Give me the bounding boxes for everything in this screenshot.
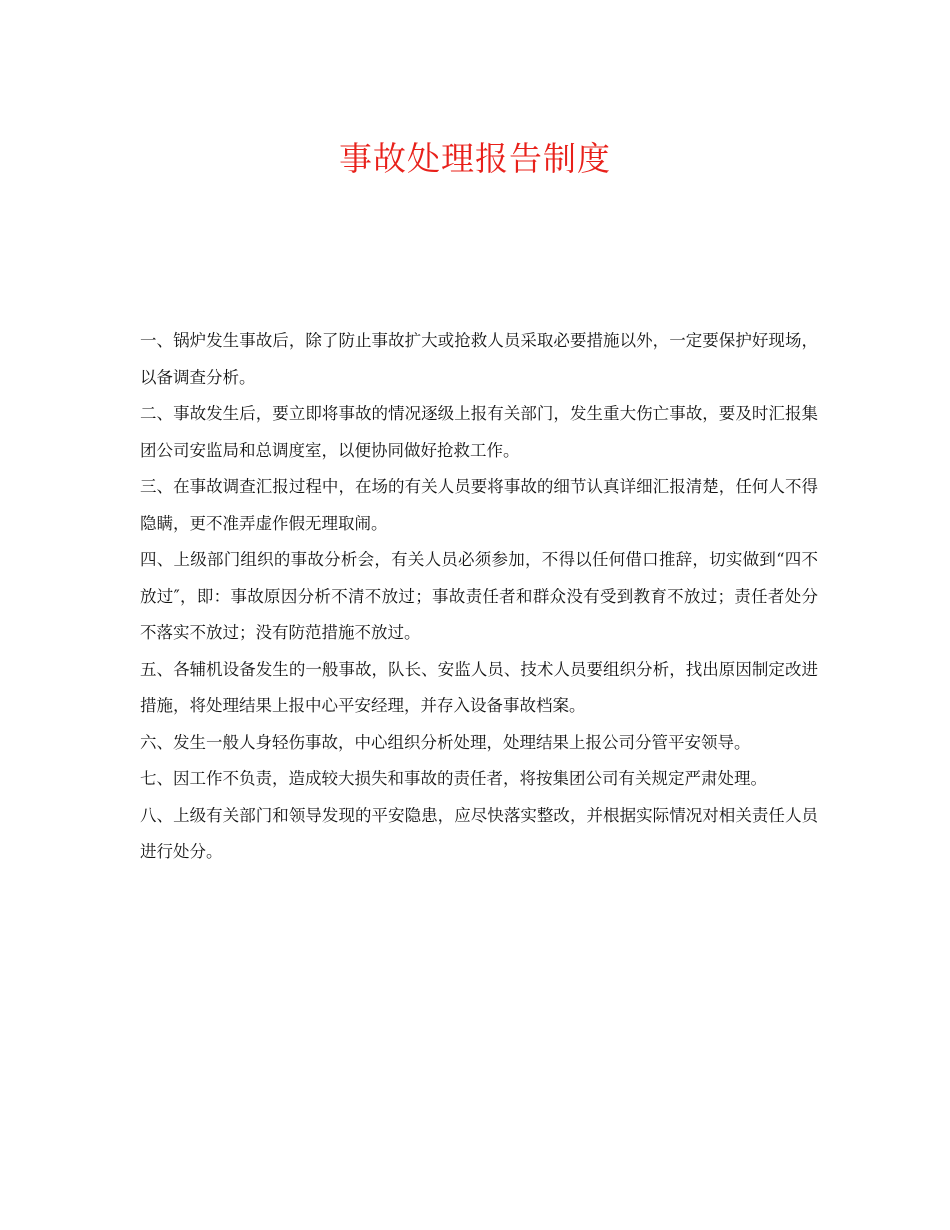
paragraph-7: 七、因工作不负责，造成较大损失和事故的责任者，将按集团公司有关规定严肃处理。 bbox=[140, 769, 767, 788]
paragraph-2: 二、事故发生后，要立即将事故的情况逐级上报有关部门，发生重大伤亡事故，要及时汇报集团公司安监局和总调度室，以便协同做好抢救工作。 bbox=[140, 404, 818, 460]
paragraph-6: 六、发生一般人身轻伤事故，中心组织分析处理，处理结果上报公司分管平安领导。 bbox=[140, 732, 751, 752]
paragraph-5: 五、各辅机设备发生的一般事故，队长、安监人员、技术人员要组织分析，找出原因制定改进措施，将处理结果上报中心平安经理，并存入设备事故档案。 bbox=[140, 659, 818, 715]
document-body bbox=[140, 323, 818, 871]
document-title: 事故处理报告制度 bbox=[339, 139, 611, 178]
paragraph-8: 八、上级有关部门和领导发现的平安隐患，应尽快落实整改，并根据实际情况对相关责任人员进行处分。 bbox=[140, 805, 818, 861]
paragraph-4: 四、上级部门组织的事故分析会，有关人员必须参加，不得以任何借口推辞，切实做到“四不放过″，即：事故原因分析不清不放过；事故责任者和群众没有受到教育不放过；责任者处分不落实不放过；没有防范措施不放过。 bbox=[140, 550, 818, 642]
paragraph-3: 三、在事故调查汇报过程中，在场的有关人员要将事故的细节认真详细汇报清楚，任何人不得隐瞒，更不准弄虚作假无理取闹。 bbox=[140, 477, 818, 533]
paragraph-1: 一、锅炉发生事故后，除了防止事故扩大或抢救人员采取必要措施以外，一定要保护好现场，以备调查分析。 bbox=[140, 331, 818, 387]
